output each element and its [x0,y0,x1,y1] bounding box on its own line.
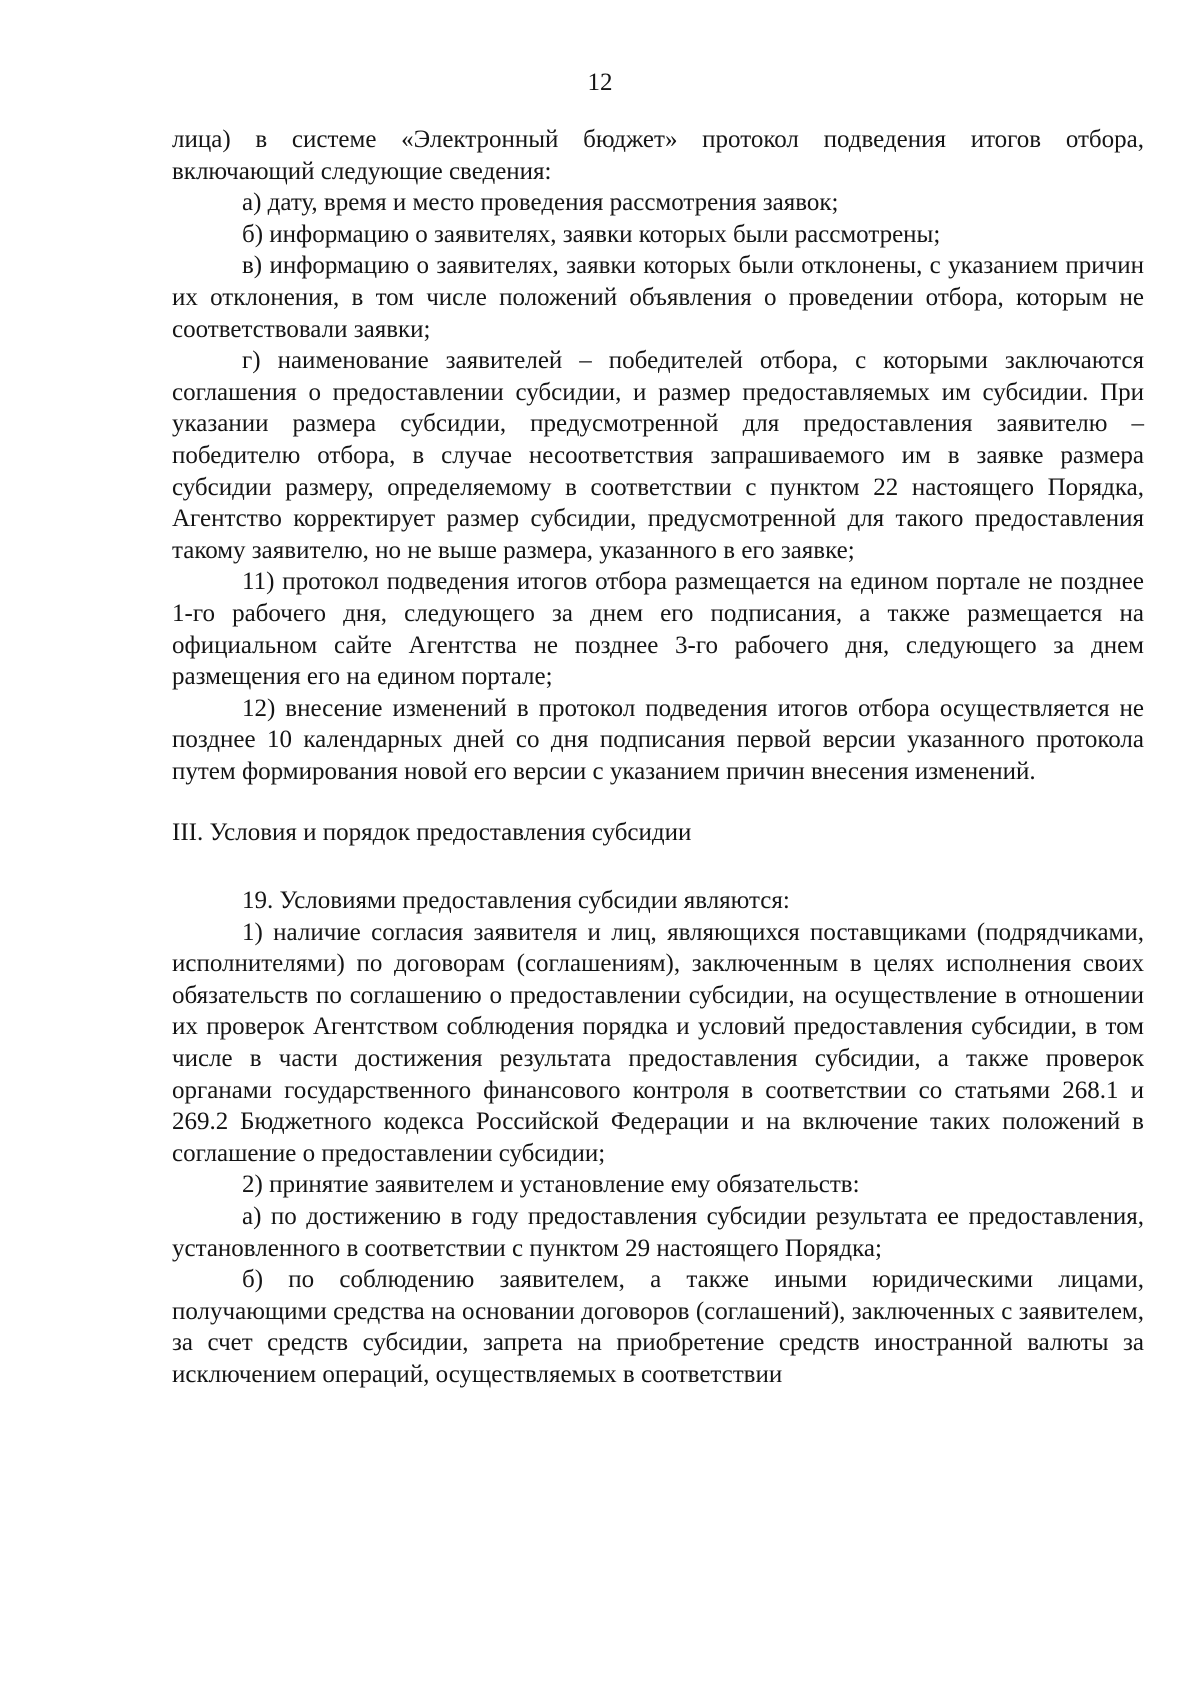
paragraph-condition-1: 1) наличие согласия заявителя и лиц, являющихся поставщиками (подрядчиками, исполнителями) по договорам (соглашениям), заключенным в целях исполнения своих обязательств по соглашению о предоставлении субсидии, на осуществление в отношении их проверок Агентством соблюдения порядка и условий предоставления субсидии, в том числе в части достижения результата предоставления субсидии, а также проверок органами государственного финансового контроля в соответствии со статьями 268.1 и 269.2 Бюджетного кодекса Российской Федерации и на включение таких положений в соглашение о предоставлении субсидии; [172,918,1144,1167]
paragraph-condition-2: 2) принятие заявителем и установление ему обязательств: [242,1171,860,1199]
paragraph-item-v: в) информацию о заявителях, заявки которых были отклонены, с указанием причин их отклонения, в том числе положений объявления о проведении отбора, которым не соответствовали заявки; [172,252,1144,343]
paragraph-obligation-a: а) по достижению в году предоставления субсидии результата ее предоставления, установленного в соответствии с пунктом 29 настоящего Порядка; [172,1203,1144,1262]
document-body [172,124,1144,1391]
paragraph-item-11: 11) протокол подведения итогов отбора размещается на едином портале не позднее 1-го рабочего дня, следующего за днем его подписания, а также размещается на официальном сайте Агентства не позднее 3-го рабочего дня, следующего за днем размещения его на едином портале; [172,568,1144,691]
page-number: 12 [587,69,613,96]
paragraph-obligation-b: б) по соблюдению заявителем, а также иными юридическими лицами, получающими средства на основании договоров (соглашений), заключенных с заявителем, за счет средств субсидии, запрета на приобретение средств иностранной валюты за исключением операций, осуществляемых в соответствии [172,1266,1144,1388]
section-heading: III. Условия и порядок предоставления субсидии [172,819,692,847]
paragraph-item-12: 12) внесение изменений в протокол подведения итогов отбора осуществляется не позднее 10 календарных дней со дня подписания первой версии указанного протокола путем формирования новой его версии с указанием причин внесения изменений. [172,694,1144,785]
paragraph-continuation: лица) в системе «Электронный бюджет» протокол подведения итогов отбора, включающий следующие сведения: [172,126,1144,185]
paragraph-item-a: а) дату, время и место проведения рассмотрения заявок; [242,189,839,217]
paragraph-19: 19. Условиями предоставления субсидии являются: [242,887,790,915]
paragraph-item-b: б) информацию о заявителях, заявки которых были рассмотрены; [242,220,941,248]
paragraph-item-g: г) наименование заявителей – победителей отбора, с которыми заключаются соглашения о предоставлении субсидии, и размер предоставляемых им субсидии. При указании размера субсидии, предусмотренной для предоставления заявителю – победителю отбора, в случае несоответствия запрашиваемого им в заявке размера субсидии размеру, определяемому в соответствии с пунктом 22 настоящего Порядка, Агентство корректирует размер субсидии, предусмотренной для такого предоставления такому заявителю, но не выше размера, указанного в его заявке; [172,347,1144,564]
